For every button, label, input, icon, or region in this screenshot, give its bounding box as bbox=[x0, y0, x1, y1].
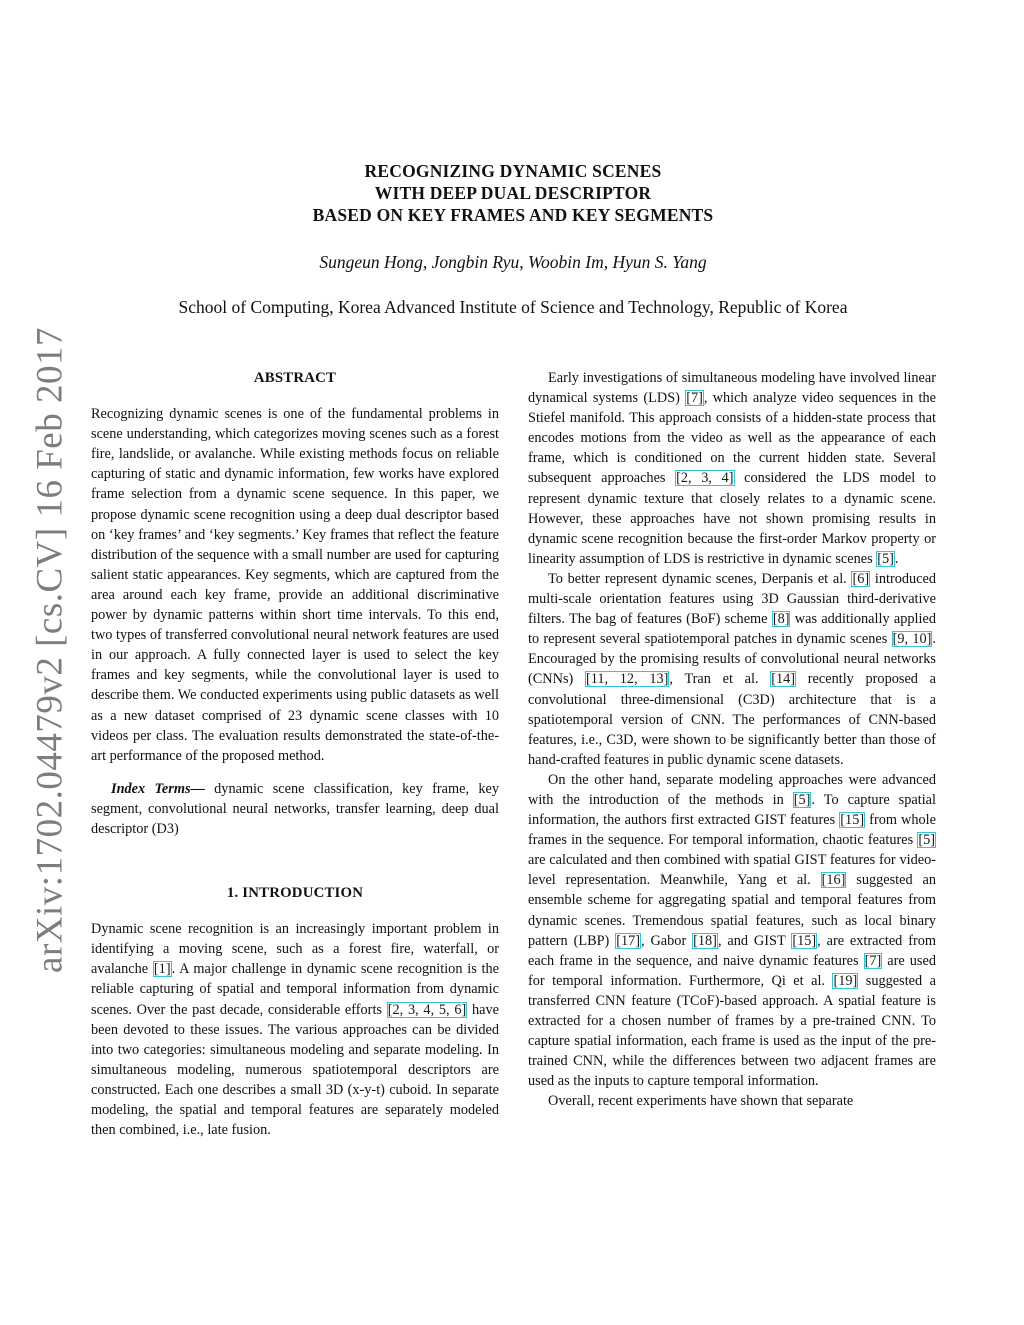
index-terms-label: Index Terms— bbox=[111, 780, 205, 797]
text-run: recently proposed a convolutional three-dimensional (C3D) architecture that is a spatiotemporal version of CNN. The performances of CNN-based features, i.e., C3D, were shown to be significantly better than those of hand-crafted features in public dynamic scene datasets. bbox=[528, 671, 936, 768]
intro-paragraph-5: Overall, recent experiments have shown that separate bbox=[548, 1093, 854, 1110]
text-run: Early investigations of simultaneous modeling have involved linear dynamical systems (LDS) bbox=[528, 370, 936, 407]
intro-heading: 1. INTRODUCTION bbox=[226, 885, 364, 902]
text-run: , which analyze video sequences in the Stiefel manifold. This approach consists of a hidden-state process that encodes motions from the video as well as the appearance of each frame, which is conditioned on the current hidden state. Several subsequent approaches bbox=[528, 390, 936, 487]
left-column bbox=[91, 368, 499, 1140]
text-run: . To capture spatial information, the authors first extracted GIST features bbox=[528, 791, 936, 829]
text-run: have been devoted to these issues. The various approaches can be divided into two categories: simultaneous modeling and separate modeling. In simultaneous modeling, numerous spatiotemporal descriptors are constructed. Each one describes a small 3D (x-y-t) cuboid. In separate modeling, the spatial and temporal features are separately modeled then combined, i.e., late fusion. bbox=[91, 1001, 500, 1139]
citation-link[interactable]: [8] bbox=[772, 611, 790, 628]
index-terms bbox=[91, 779, 499, 839]
text-run: considered the LDS model to represent dynamic texture that closely relates to a dynamic scene. However, these approaches have not shown promising results in dynamic scene recognition because the first-order Markov property or linearity assumption of LDS is restrictive in dynamic scenes bbox=[528, 470, 936, 567]
citation-link[interactable]: [2, 3, 4] bbox=[676, 470, 734, 487]
citation-link[interactable]: [14] bbox=[771, 671, 796, 688]
text-run: suggested a transferred CNN feature (TCoF)-based approach. A spatial feature is extracted for a chosen number of frames by a pre-trained CNN. To capture spatial information, each frame is used as the input of the pre-trained CNN, while the differences between two adjacent frames are used as the inputs to capture temporal information. bbox=[528, 972, 936, 1090]
intro-paragraph-2 bbox=[528, 368, 936, 569]
text-run: . bbox=[894, 550, 899, 567]
citation-link[interactable]: [5] bbox=[793, 791, 811, 808]
arxiv-stamp-text: arXiv:1702.04479v2 [cs.CV] 16 Feb 2017 bbox=[29, 327, 71, 973]
text-run: , Tran et al. bbox=[669, 671, 771, 688]
text-run: from whole frames in the sequence. For temporal information, chaotic features bbox=[528, 812, 936, 849]
text-run: introduced multi-scale orientation features using 3D Gaussian third-derivative filters. The bag of features (BoF) scheme bbox=[528, 570, 936, 628]
index-terms-text: dynamic scene classification, key frame, key segment, convolutional neural networks, transfer learning, deep dual descriptor (D3) bbox=[91, 780, 499, 837]
citation-link[interactable]: [5] bbox=[877, 550, 894, 567]
citation-link[interactable]: [6] bbox=[852, 570, 870, 587]
citation-link[interactable]: [9, 10] bbox=[892, 631, 932, 648]
text-run: are calculated and then combined with spatial GIST features for video-level representation. Meanwhile, Yang et al. bbox=[528, 852, 936, 889]
text-run: , are extracted from each frame in the sequence, and naive dynamic features bbox=[528, 932, 936, 969]
citation-link[interactable]: [15] bbox=[792, 932, 817, 949]
intro-paragraph-4 bbox=[528, 770, 936, 1092]
text-run: . A major challenge in dynamic scene recognition is the reliable capturing of spatial and temporal information from dynamic scenes. Over the past decade, considerable efforts bbox=[91, 961, 499, 1018]
text-run: To better represent dynamic scenes, Derpanis et al. bbox=[548, 570, 852, 587]
arxiv-stamp bbox=[24, 327, 76, 973]
text-run: suggested an ensemble scheme for aggregating spatial and temporal features from dynamic scenes. Tremendous spatial features, such as local binary pattern (LBP) bbox=[528, 872, 936, 949]
citation-link[interactable]: [1] bbox=[153, 961, 171, 978]
title-line-3: BASED ON KEY FRAMES AND KEY SEGMENTS bbox=[312, 205, 714, 225]
text-run: was additionally applied to represent several spatiotemporal patches in dynamic scenes bbox=[528, 611, 936, 648]
right-column bbox=[528, 368, 936, 1111]
authors: Sungeun Hong, Jongbin Ryu, Woobin Im, Hyun S. Yang bbox=[319, 252, 707, 272]
citation-link[interactable]: [19] bbox=[833, 972, 858, 989]
intro-paragraph-3 bbox=[528, 569, 936, 770]
text-run: , and GIST bbox=[717, 932, 792, 949]
text-run: . Encouraged by the promising results of convolutional neural networks (CNNs) bbox=[528, 631, 936, 688]
citation-link[interactable]: [7] bbox=[686, 390, 703, 407]
abstract-heading: ABSTRACT bbox=[253, 370, 337, 386]
title-line-1: RECOGNIZING DYNAMIC SCENES bbox=[364, 161, 662, 181]
citation-link[interactable]: [2, 3, 4, 5, 6] bbox=[387, 1001, 467, 1018]
abstract-text: Recognizing dynamic scenes is one of the fundamental problems in scene understanding, which categorizes moving scenes such as a forest fire, landslide, or avalanche. While existing methods focus on reliable capturing of static and dynamic information, few works have explored frame selection from a dynamic scene sequence. In this paper, we propose dynamic scene recognition using a deep dual descriptor based on ‘key frames’ and ‘key segments.’ Key frames that reflect the feature distribution of the sequence with a small number are used for capturing salient static appearances. Key segments, which are captured from the area around each key frame, provide an additional discriminative power by dynamic patterns within short time intervals. To this end, two types of transferred convolutional neural network features are used in our approach. A fully connected layer is used to select the key frames and key segments, while the convolutional layer is used to describe them. We conducted experiments using public datasets as well as a new dataset comprised of 23 dynamic scene classes with 10 videos per class. The evaluation results demonstrated the state-of-the-art performance of the proposed method. bbox=[91, 406, 499, 764]
paper-title bbox=[130, 160, 896, 226]
intro-paragraph-1 bbox=[91, 919, 499, 1140]
citation-link[interactable]: [17] bbox=[616, 932, 641, 949]
text-run: are used for temporal information. Furthermore, Qi et al. bbox=[528, 952, 936, 989]
text-run: Dynamic scene recognition is an increasingly important problem in identifying a moving scene, such as a forest fire, waterfall, or avalanche bbox=[91, 921, 499, 978]
citation-link[interactable]: [15] bbox=[840, 812, 865, 829]
text-run: , Gabor bbox=[641, 932, 693, 949]
title-line-2: WITH DEEP DUAL DESCRIPTOR bbox=[374, 183, 652, 203]
citation-link[interactable]: [16] bbox=[821, 872, 846, 889]
affiliation: School of Computing, Korea Advanced Institute of Science and Technology, Republic of Korea bbox=[178, 297, 848, 317]
title-block bbox=[130, 160, 896, 318]
citation-link[interactable]: [11, 12, 13] bbox=[585, 671, 669, 688]
text-run: On the other hand, separate modeling approaches were advanced with the introduction of the methods in bbox=[528, 771, 936, 808]
citation-link[interactable]: [5] bbox=[918, 832, 935, 849]
citation-link[interactable]: [7] bbox=[864, 952, 882, 969]
citation-link[interactable]: [18] bbox=[693, 932, 717, 949]
